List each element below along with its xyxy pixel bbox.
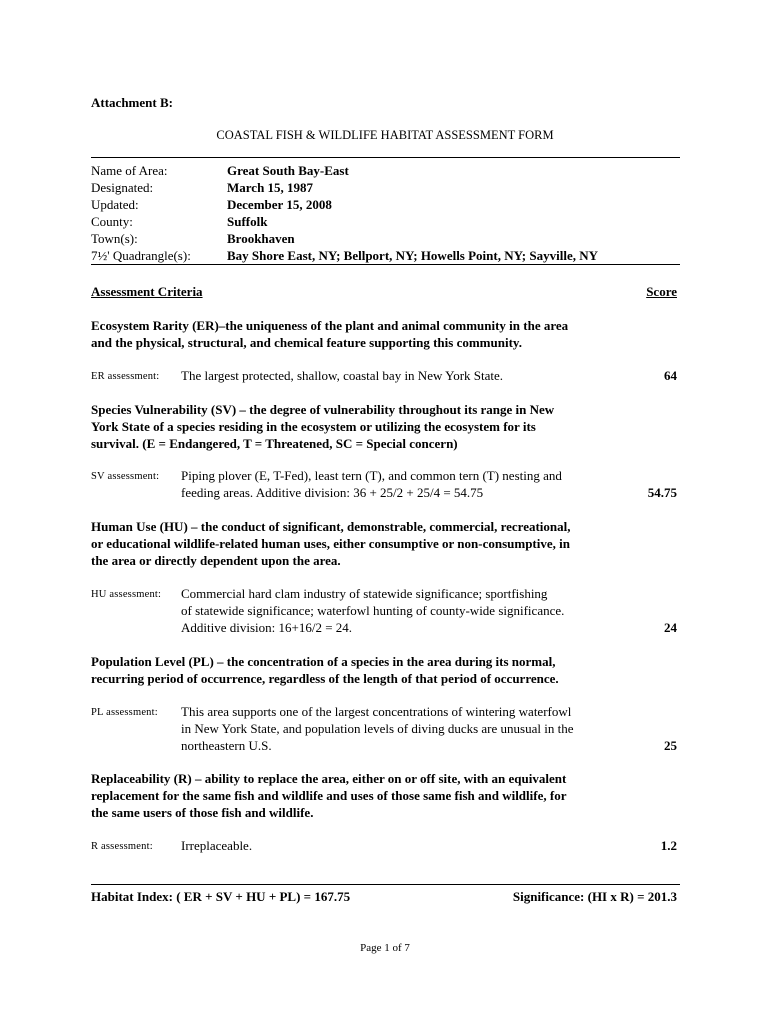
score-column-heading: Score <box>646 284 677 299</box>
county-label: County: <box>91 214 133 229</box>
form-title: COASTAL FISH & WILDLIFE HABITAT ASSESSMENT FORM <box>216 128 554 142</box>
hu-assessment-label: HU assessment: <box>91 589 162 600</box>
hu-assessment-line: of statewide significance; waterfowl hunting of county-wide significance. <box>181 603 565 618</box>
criterion-hu-title-line: the area or directly dependent upon the area. <box>91 553 341 568</box>
sv-assessment-line: Piping plover (E, T-Fed), least tern (T), and common tern (T) nesting and <box>181 468 562 483</box>
criterion-er-title <box>91 317 651 351</box>
towns-label: Town(s): <box>91 231 138 246</box>
criterion-hu-title-line: or educational wildlife-related human uses, either consumptive or non-consumptive, in <box>91 536 570 551</box>
criterion-pl-title-line: recurring period of occurrence, regardless of the length of that period of occurrence. <box>91 671 559 686</box>
sv-assessment-line: feeding areas. Additive division: 36 + 25/2 + 25/4 = 54.75 <box>181 485 484 500</box>
criterion-sv-title-line: survival. (E = Endangered, T = Threatened, SC = Special concern) <box>91 436 458 451</box>
header-bottom-rule <box>91 264 680 265</box>
er-score: 64 <box>664 368 677 383</box>
hu-score: 24 <box>664 620 677 635</box>
criterion-r-title-line: the same users of those fish and wildlife. <box>91 805 314 820</box>
pl-assessment-line: northeastern U.S. <box>181 738 272 753</box>
attachment-label: Attachment B: <box>91 95 173 110</box>
pl-assessment-label: PL assessment: <box>91 707 158 718</box>
hu-assessment-line: Commercial hard clam industry of statewide significance; sportfishing <box>181 586 548 601</box>
updated-value: December 15, 2008 <box>227 197 332 212</box>
criterion-hu-title <box>91 518 651 569</box>
designated-value: March 15, 1987 <box>227 180 314 195</box>
county-value: Suffolk <box>227 214 268 229</box>
hu-assessment-line: Additive division: 16+16/2 = 24. <box>181 620 353 635</box>
r-assessment-line: Irreplaceable. <box>181 838 253 853</box>
totals-rule <box>91 884 680 885</box>
habitat-index: Habitat Index: ( ER + SV + HU + PL) = 167.75 <box>91 889 351 904</box>
criterion-sv-title <box>91 401 651 452</box>
r-assessment-label: R assessment: <box>91 841 153 852</box>
pl-assessment-line: This area supports one of the largest concentrations of wintering waterfowl <box>181 704 572 719</box>
criterion-pl-title-line: Population Level (PL) – the concentration of a species in the area during its normal, <box>91 654 556 669</box>
er-assessment-line: The largest protected, shallow, coastal bay in New York State. <box>181 368 504 383</box>
criterion-r-title <box>91 770 651 821</box>
pl-assessment-text <box>181 703 631 754</box>
header-top-rule <box>91 157 680 158</box>
r-score: 1.2 <box>660 838 677 853</box>
sv-score: 54.75 <box>647 485 677 500</box>
sv-assessment-label: SV assessment: <box>91 471 160 482</box>
updated-label: Updated: <box>91 197 139 212</box>
quadrangle-value: Bay Shore East, NY; Bellport, NY; Howells Point, NY; Sayville, NY <box>227 248 599 263</box>
criterion-er-title-line: Ecosystem Rarity (ER)–the uniqueness of the plant and animal community in the area <box>91 318 569 333</box>
designated-label: Designated: <box>91 180 154 195</box>
pl-assessment-line: in New York State, and population levels of diving ducks are unusual in the <box>181 721 574 736</box>
criteria-column-heading: Assessment Criteria <box>91 284 203 299</box>
er-assessment-label: ER assessment: <box>91 371 160 382</box>
r-assessment-text <box>181 837 631 854</box>
sv-assessment-text <box>181 467 631 501</box>
hu-assessment-text <box>181 585 631 636</box>
criterion-pl-title <box>91 653 651 687</box>
criterion-sv-title-line: Species Vulnerability (SV) – the degree of vulnerability throughout its range in New <box>91 402 555 417</box>
criterion-sv-title-line: York State of a species residing in the ecosystem or utilizing the ecosystem for its <box>91 419 536 434</box>
quadrangle-label: 7½' Quadrangle(s): <box>91 248 191 263</box>
criterion-r-title-line: Replaceability (R) – ability to replace the area, either on or off site, with an equivalent <box>91 771 567 786</box>
significance: Significance: (HI x R) = 201.3 <box>512 889 677 904</box>
name-of-area-label: Name of Area: <box>91 163 168 178</box>
criterion-er-title-line: and the physical, structural, and chemical feature supporting this community. <box>91 335 522 350</box>
towns-value: Brookhaven <box>227 231 295 246</box>
pl-score: 25 <box>664 738 677 753</box>
criterion-hu-title-line: Human Use (HU) – the conduct of significant, demonstrable, commercial, recreational, <box>91 519 571 534</box>
name-of-area-value: Great South Bay-East <box>227 163 349 178</box>
criterion-r-title-line: replacement for the same fish and wildlife and uses of those same fish and wildlife, for <box>91 788 567 803</box>
er-assessment-text <box>181 367 631 384</box>
page-number: Page 1 of 7 <box>360 942 410 954</box>
